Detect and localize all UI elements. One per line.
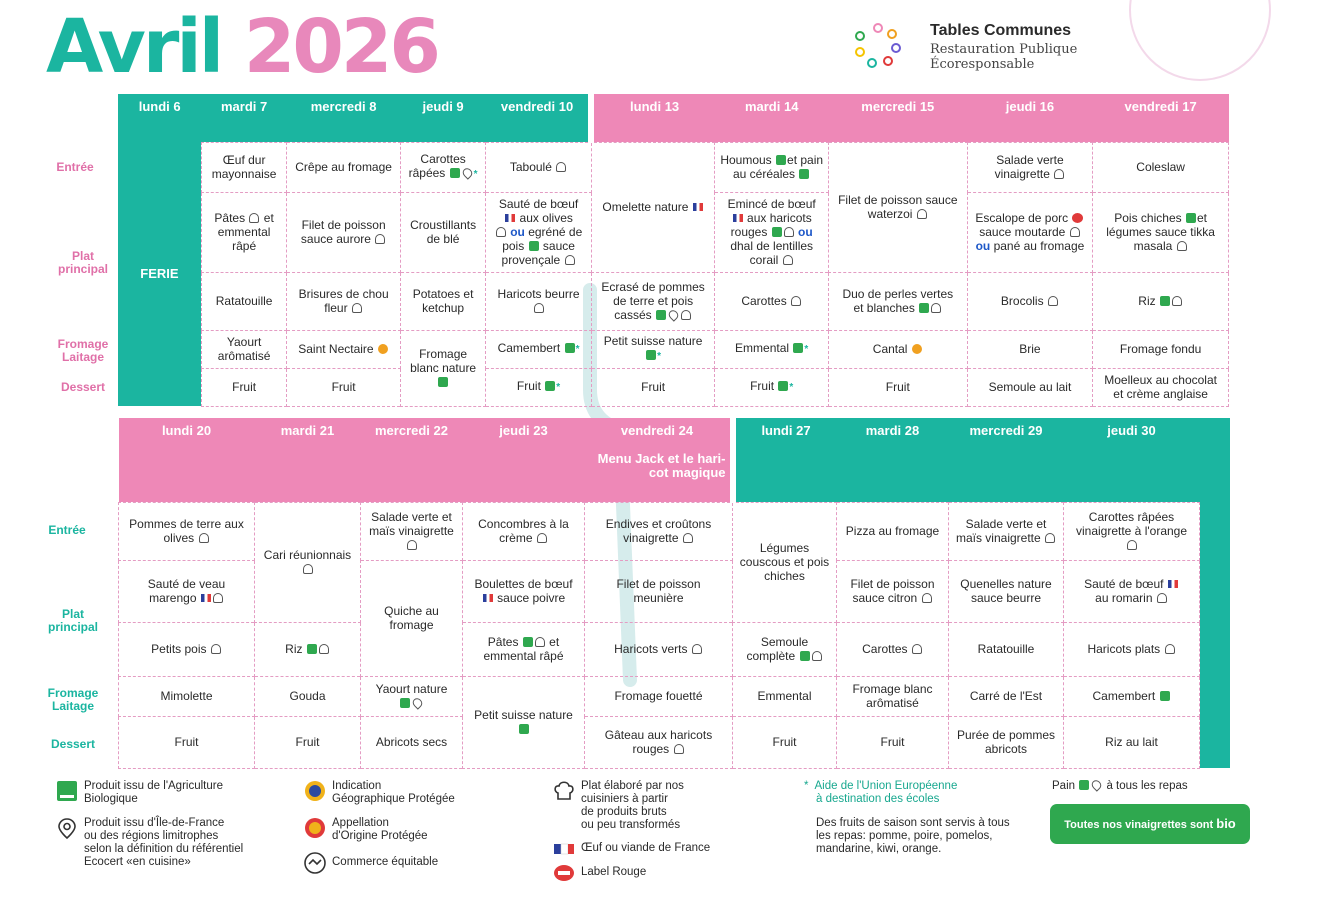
title-year: 2026 <box>243 4 438 90</box>
chef-icon <box>1127 540 1137 550</box>
menu-cell: Carottes râpées * <box>400 142 485 192</box>
chef-icon <box>303 564 313 574</box>
menu-cell: Gouda <box>255 676 361 716</box>
bio-icon <box>400 698 410 708</box>
menu-cell: Fruit <box>201 368 286 406</box>
menu-cell: Carré de l'Est <box>949 676 1064 716</box>
france-icon <box>1168 580 1178 588</box>
menu-cell: Houmous et pain au céréales <box>715 142 829 192</box>
menu-cell: Fruit * <box>715 368 829 406</box>
day-header: vendredi 10 <box>486 94 592 142</box>
france-icon <box>693 203 703 211</box>
day-header: mardi 21 <box>255 418 361 502</box>
chef-icon <box>534 303 544 313</box>
row-label-fromage: Fromage Laitage <box>57 337 109 364</box>
chef-icon <box>931 303 941 313</box>
menu-cell: Abricots secs <box>361 716 463 768</box>
menu-cell: Ecrasé de pommes de terre et pois cassés <box>591 272 715 330</box>
label-rouge-icon <box>553 862 575 884</box>
menu-cell: Camembert <box>1064 676 1200 716</box>
menu-cell: Yaourt arômatisé <box>201 330 286 368</box>
menu-cell: Haricots verts <box>585 622 733 676</box>
menu-cell: Légumes couscous et pois chiches <box>733 502 837 622</box>
brand-subtitle: Restauration Publique Écoresponsable <box>930 42 1078 72</box>
menu-cell: Riz <box>255 622 361 676</box>
local-icon <box>411 696 424 709</box>
bio-icon <box>523 637 533 647</box>
chef-icon <box>922 593 932 603</box>
chef-icon <box>912 644 922 654</box>
menu-cell: Haricots plats <box>1064 622 1200 676</box>
menu-cell: Boulettes de bœuf sauce poivre <box>463 560 585 622</box>
bio-icon <box>656 310 666 320</box>
day-header: lundi 20 <box>119 418 255 502</box>
chef-icon <box>556 162 566 172</box>
tables-communes-logo <box>846 14 910 78</box>
day-header: lundi 27 <box>733 418 837 502</box>
chef-icon <box>211 644 221 654</box>
bio-icon <box>450 168 460 178</box>
chef-icon <box>917 209 927 219</box>
row-label-dessert: Dessert <box>60 380 106 394</box>
bio-icon <box>438 377 448 387</box>
bio-icon <box>646 350 656 360</box>
row-label-entree: Entrée <box>56 160 94 174</box>
chef-icon <box>1177 241 1187 251</box>
chef-hat-icon <box>553 780 575 802</box>
menu-cell: Fruit * <box>486 368 592 406</box>
local-icon <box>1090 778 1103 791</box>
brand-name: Tables Communes <box>930 22 1072 39</box>
aop-icon <box>378 344 388 354</box>
chef-icon <box>375 234 385 244</box>
chef-icon <box>565 255 575 265</box>
chef-icon <box>407 540 417 550</box>
menu-cell: Brie <box>967 330 1093 368</box>
day-header: lundi 13 <box>591 94 715 142</box>
menu-cell: Fruit <box>287 368 401 406</box>
day-header: mercredi 15 <box>828 94 967 142</box>
menu-cell: Fruit <box>837 716 949 768</box>
menu-cell: Fruit <box>591 368 715 406</box>
chef-icon <box>1045 533 1055 543</box>
chef-icon <box>683 533 693 543</box>
menu-cell: Fromage fondu <box>1093 330 1229 368</box>
bio-icon <box>800 651 810 661</box>
chef-icon <box>1165 644 1175 654</box>
bio-icon <box>778 381 788 391</box>
chef-icon <box>674 744 684 754</box>
bio-icon <box>776 155 786 165</box>
aop-icon <box>912 344 922 354</box>
menu-cell: Pizza au fromage <box>837 502 949 560</box>
chef-icon <box>1048 296 1058 306</box>
bio-icon <box>919 303 929 313</box>
bio-icon <box>1186 213 1196 223</box>
bio-icon <box>1160 691 1170 701</box>
menu-cell: Pâtes et emmental râpé <box>463 622 585 676</box>
chef-icon <box>681 310 691 320</box>
decorative-swirl <box>1100 0 1280 90</box>
menu-cell: Semoule complète <box>733 622 837 676</box>
aop-seal-icon <box>304 817 326 839</box>
day-header: jeudi 9 <box>400 94 485 142</box>
menu-cell: Fromage fouetté <box>585 676 733 716</box>
bio-icon <box>545 381 555 391</box>
day-header: jeudi 30 <box>1064 418 1200 502</box>
day-header: jeudi 16 <box>967 94 1093 142</box>
handshake-icon <box>304 852 326 874</box>
menu-cell: Emmental * <box>715 330 829 368</box>
menu-cell: Purée de pommes abricots <box>949 716 1064 768</box>
chef-icon <box>199 533 209 543</box>
menu-cell: Camembert * <box>486 330 592 368</box>
menu-cell: Riz au lait <box>1064 716 1200 768</box>
menu-cell: Omelette nature <box>591 142 715 272</box>
bio-icon <box>529 241 539 251</box>
local-icon <box>460 166 473 179</box>
bio-icon <box>1079 780 1089 790</box>
menu-cell: Emmental <box>733 676 837 716</box>
menu-cell: Saint Nectaire <box>287 330 401 368</box>
menu-cell: Duo de perles vertes et blanches <box>828 272 967 330</box>
menu-cell: Filet de poisson sauce aurore <box>287 192 401 272</box>
menu-cell: Concombres à la crème <box>463 502 585 560</box>
legend-local: Produit issu d'Île-de-France ou des régions limitrophes selon la définition du référentiel Ecocert «en cuisine» <box>56 817 296 873</box>
bio-icon <box>799 169 809 179</box>
menu-cell: Cantal <box>828 330 967 368</box>
bio-icon <box>1160 296 1170 306</box>
menu-cell: Salade verte et maïs vinaigrette <box>949 502 1064 560</box>
legend-pain: Pain à tous les repas <box>1052 780 1188 792</box>
menu-cell: Moelleux au chocolat et crème anglaise <box>1093 368 1229 406</box>
menu-cell: Fruit <box>733 716 837 768</box>
day-header: jeudi 23 <box>463 418 585 502</box>
menu-cell: Ratatouille <box>201 272 286 330</box>
page-title <box>46 2 438 92</box>
legend-eu: * Aide de l'Union Européenne à destination des écoles <box>804 780 958 805</box>
day-header: mercredi 29 <box>949 418 1064 502</box>
ab-bio-icon <box>56 780 78 802</box>
menu-cell: Petit suisse nature <box>463 676 585 768</box>
day-header: mardi 14 <box>715 94 829 142</box>
day-header: mercredi 22 <box>361 418 463 502</box>
igp-seal-icon <box>304 780 326 802</box>
menu-theme-note: Menu Jack et le hari- cot magique <box>597 451 726 480</box>
chef-icon <box>1070 227 1080 237</box>
legend-igp: Indication Géographique Protégée <box>304 780 504 810</box>
menu-cell: Yaourt nature <box>361 676 463 716</box>
france-icon <box>483 594 493 602</box>
france-icon <box>201 594 211 602</box>
menu-cell: Carottes <box>837 622 949 676</box>
menu-cell: Œuf dur mayonnaise <box>201 142 286 192</box>
row-label-plat: Plat principal <box>57 249 108 276</box>
menu-cell: Sauté de bœuf aux olives ou egréné de pois sauce provençale <box>486 192 592 272</box>
location-pin-icon <box>56 817 78 839</box>
chef-icon <box>535 637 545 647</box>
menu-cell: Sauté de bœuf au romarin <box>1064 560 1200 622</box>
menu-cell: Coleslaw <box>1093 142 1229 192</box>
legend-plat-maison: Plat élaboré par nos cuisiniers à partir de produits bruts ou peu transformés <box>553 780 753 836</box>
row-label-dessert: Dessert <box>50 737 96 751</box>
menu-cell: Sauté de veau marengo <box>119 560 255 622</box>
menu-table-bottom <box>118 418 1269 769</box>
menu-cell: Endives et croûtons vinaigrette <box>585 502 733 560</box>
menu-cell: Croustillants de blé <box>400 192 485 272</box>
ferie-cell: FERIE <box>118 142 201 406</box>
menu-cell: Pâtes et emmental râpé <box>201 192 286 272</box>
chef-icon <box>319 644 329 654</box>
chef-icon <box>213 593 223 603</box>
menu-cell: Semoule au lait <box>967 368 1093 406</box>
vinaigrettes-bio-badge: Toutes nos vinaigrettes sont bio <box>1050 804 1250 844</box>
menu-cell: Quiche au fromage <box>361 560 463 676</box>
chef-icon <box>1054 169 1064 179</box>
row-label-entree: Entrée <box>48 523 86 537</box>
row-label-plat: Plat principal <box>47 607 98 634</box>
eu-star-icon: * <box>473 169 478 180</box>
chef-icon <box>812 651 822 661</box>
menu-cell: Cari réunionnais <box>255 502 361 622</box>
legend-fruits-saison: Des fruits de saison sont servis à tous les repas: pomme, poire, pomelos, mandarine, kiwi, orange. <box>816 817 1010 855</box>
chef-icon <box>783 255 793 265</box>
ferie-vertical-cell: vendredi 1 mai FERIE <box>1200 502 1230 768</box>
local-icon <box>667 308 680 321</box>
menu-cell: Fromage blanc arômatisé <box>837 676 949 716</box>
menu-table-top <box>118 94 1229 407</box>
chef-icon <box>352 303 362 313</box>
brand-block <box>846 14 1106 74</box>
chef-icon <box>791 296 801 306</box>
day-header: mardi 28 <box>837 418 949 502</box>
menu-cell: Fruit <box>119 716 255 768</box>
bio-icon <box>772 227 782 237</box>
menu-cell: Crêpe au fromage <box>287 142 401 192</box>
menu-cell: Fruit <box>255 716 361 768</box>
day-header: vendredi 17 <box>1093 94 1229 142</box>
label-rouge-icon <box>1072 213 1083 223</box>
menu-cell: Escalope de porc sauce moutarde ou pané au fromage <box>967 192 1093 272</box>
menu-cell: Filet de poisson sauce waterzoi <box>828 142 967 272</box>
legend-equitable: Commerce équitable <box>304 852 504 874</box>
legend-france: Œuf ou viande de France <box>553 838 753 860</box>
menu-cell: Riz <box>1093 272 1229 330</box>
bio-icon <box>793 343 803 353</box>
menu-cell: Carottes <box>715 272 829 330</box>
menu-cell: Ratatouille <box>949 622 1064 676</box>
title-month: Avril <box>46 4 222 90</box>
menu-cell: Pois chiches et légumes sauce tikka masala <box>1093 192 1229 272</box>
menu-cell: Petits pois <box>119 622 255 676</box>
bio-icon <box>307 644 317 654</box>
menu-cell: Brocolis <box>967 272 1093 330</box>
menu-cell: Haricots beurre <box>486 272 592 330</box>
menu-cell: Petit suisse nature * <box>591 330 715 368</box>
menu-cell: Quenelles nature sauce beurre <box>949 560 1064 622</box>
chef-icon <box>784 227 794 237</box>
menu-cell: Taboulé <box>486 142 592 192</box>
day-header: vendredi 24 Menu Jack et le hari- cot magique <box>585 418 733 502</box>
chef-icon <box>692 644 702 654</box>
chef-icon <box>249 213 259 223</box>
legend-label-rouge: Label Rouge <box>553 862 753 884</box>
row-label-fromage: Fromage Laitage <box>47 686 99 713</box>
day-header: mardi 7 <box>201 94 286 142</box>
bio-icon <box>519 724 529 734</box>
menu-cell: Filet de poisson meunière <box>585 560 733 622</box>
menu-cell: Salade verte et maïs vinaigrette <box>361 502 463 560</box>
day-header: lundi 6 <box>118 94 201 142</box>
menu-cell: Emincé de bœuf aux haricots rouges ou dhal de lentilles corail <box>715 192 829 272</box>
menu-cell: Pommes de terre aux olives <box>119 502 255 560</box>
menu-cell: Mimolette <box>119 676 255 716</box>
france-flag-icon <box>553 838 575 860</box>
menu-cell: Filet de poisson sauce citron <box>837 560 949 622</box>
menu-cell: Gâteau aux haricots rouges <box>585 716 733 768</box>
menu-cell: Salade verte vinaigrette <box>967 142 1093 192</box>
bio-icon <box>565 343 575 353</box>
france-icon <box>733 214 743 222</box>
menu-cell: Carottes râpées vinaigrette à l'orange <box>1064 502 1200 560</box>
ferie-vertical-header <box>1200 418 1230 502</box>
legend-bio: Produit issu de l'Agriculture Biologique <box>56 780 276 810</box>
chef-icon <box>1157 593 1167 603</box>
chef-icon <box>496 227 506 237</box>
chef-icon <box>1172 296 1182 306</box>
menu-cell: Brisures de chou fleur <box>287 272 401 330</box>
day-header: mercredi 8 <box>287 94 401 142</box>
legend-aop: Appellation d'Origine Protégée <box>304 817 504 847</box>
chef-icon <box>537 533 547 543</box>
menu-cell: Fromage blanc nature <box>400 330 485 406</box>
menu-cell: Potatoes et ketchup <box>400 272 485 330</box>
france-icon <box>505 214 515 222</box>
menu-cell: Fruit <box>828 368 967 406</box>
